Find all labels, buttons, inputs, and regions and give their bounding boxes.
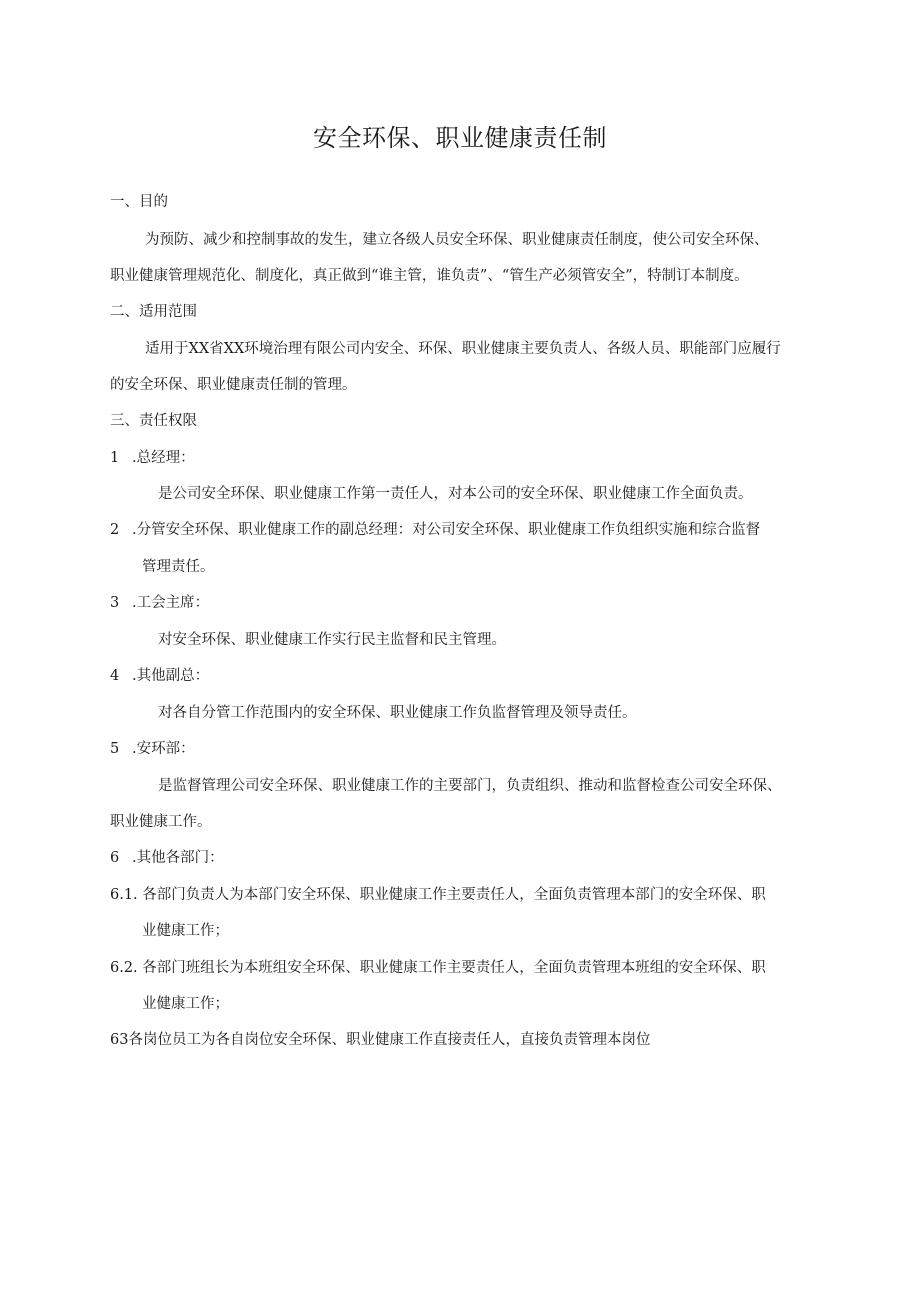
responsibility-item-3-title	[110, 593, 209, 613]
item-title: .总经理：	[132, 450, 195, 466]
sub-item-6-2-line-1: 6.2. 各部门班组长为本班组安全环保、职业健康工作主要责任人，全面负责管理本班组的安全环保、职	[110, 960, 766, 976]
item-title: .工会主席：	[132, 595, 210, 611]
sub-item-6-3-line-1: 63各岗位员工为各自岗位安全环保、职业健康工作直接责任人，直接负责管理本岗位	[110, 1032, 651, 1048]
responsibility-item-1-text: 是公司安全环保、职业健康工作第一责任人，对本公司的安全环保、职业健康工作全面负责。	[158, 486, 753, 502]
responsibility-item-5-text-line-1: 是监督管理公司安全环保、职业健康工作的主要部门，负责组织、推动和监督检查公司安全环保、	[158, 778, 782, 794]
sub-item-6-2-line-2: 业健康工作；	[142, 996, 229, 1012]
responsibility-item-2-text: 管理责任。	[142, 559, 215, 575]
item-title: .其他副总：	[132, 668, 210, 684]
item-number: 2	[110, 522, 120, 538]
page-title: 安全环保、职业健康责任制	[313, 124, 607, 152]
scope-paragraph-line-1: 适用于XX省XX环境治理有限公司内安全、环保、职业健康主要负责人、各级人员、职能部门应履行	[145, 341, 781, 357]
sub-item-6-1-line-1: 6.1. 各部门负责人为本部门安全环保、职业健康工作主要责任人，全面负责管理本部门的安全环保、职	[110, 887, 766, 903]
item-number: 5	[110, 741, 120, 757]
responsibility-item-4-text: 对各自分管工作范围内的安全环保、职业健康工作负监督管理及领导责任。	[158, 705, 637, 721]
item-title: .安环部：	[132, 741, 195, 757]
responsibility-item-4-title	[110, 666, 209, 686]
item-number: 1	[110, 450, 120, 466]
responsibility-item-5-text-line-2: 职业健康工作。	[110, 814, 212, 830]
item-number: 3	[110, 595, 120, 611]
purpose-paragraph-line-1: 为预防、减少和控制事故的发生，建立各级人员安全环保、职业健康责任制度，使公司安全环保、	[145, 232, 769, 248]
section-heading-scope: 二、适用范围	[110, 304, 197, 320]
item-number: 4	[110, 668, 120, 684]
responsibility-item-2-title	[110, 520, 760, 540]
section-heading-purpose: 一、目的	[110, 194, 168, 210]
sub-item-6-1-line-2: 业健康工作；	[142, 923, 229, 939]
item-number: 6	[110, 850, 120, 866]
responsibility-item-5-title	[110, 739, 195, 759]
scope-paragraph-line-2: 的安全环保、职业健康责任制的管理。	[110, 377, 357, 393]
responsibility-item-1-title	[110, 448, 195, 468]
responsibility-item-6-title	[110, 848, 224, 868]
responsibility-item-3-text: 对安全环保、职业健康工作实行民主监督和民主管理。	[158, 632, 506, 648]
item-title: .分管安全环保、职业健康工作的副总经理：对公司安全环保、职业健康工作负组织实施和综合监督	[132, 522, 761, 538]
purpose-paragraph-line-2: 职业健康管理规范化、制度化，真正做到“谁主管，谁负责”、“管生产必须管安全”，特制订本制度。	[110, 268, 749, 284]
section-heading-responsibilities: 三、责任权限	[110, 413, 197, 429]
item-title: .其他各部门：	[132, 850, 224, 866]
